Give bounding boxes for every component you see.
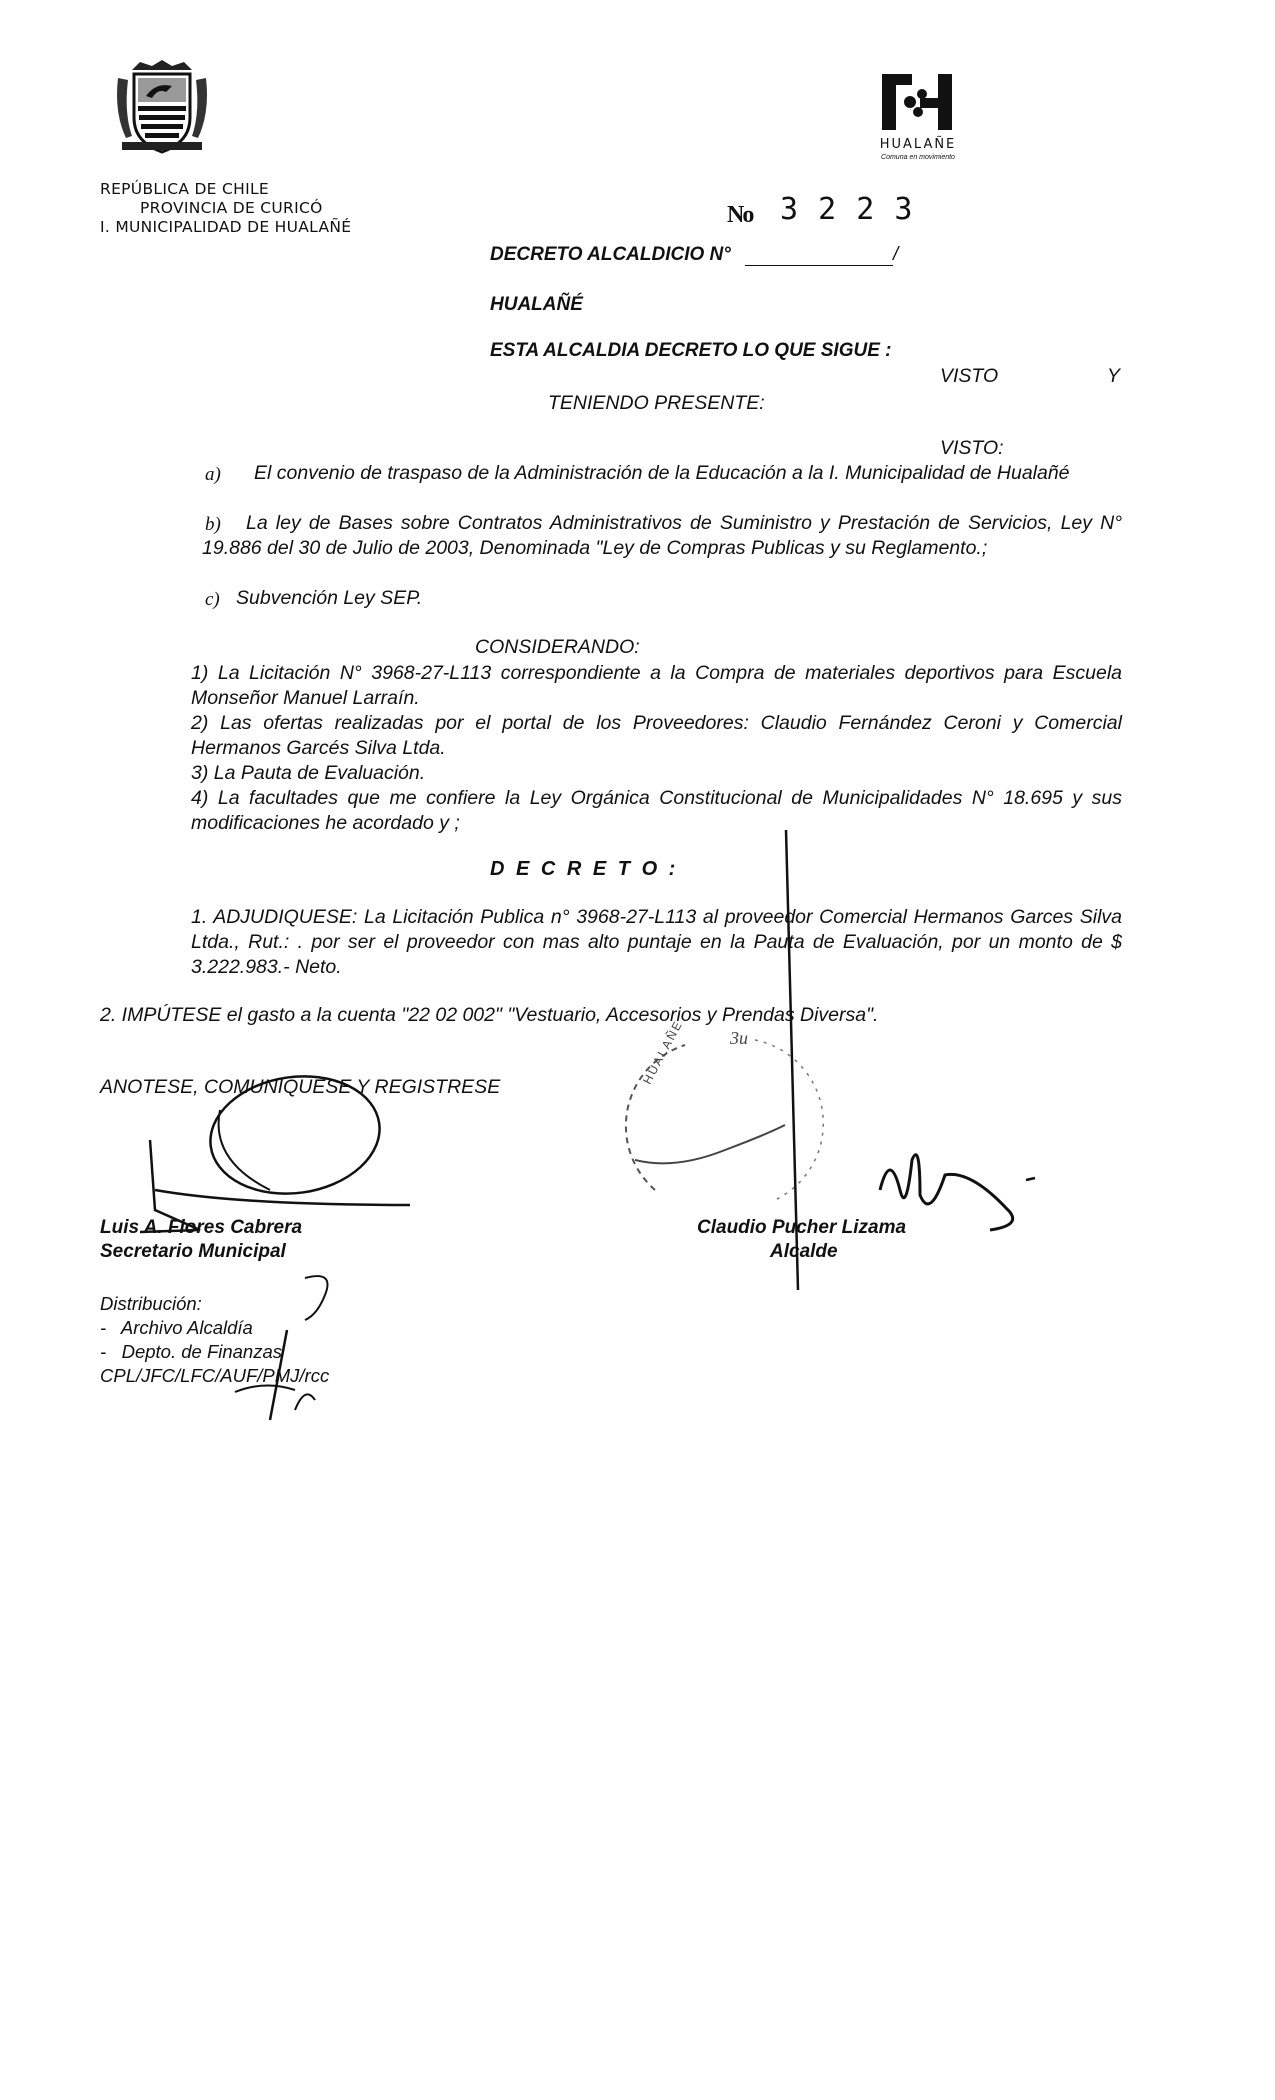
logo-tagline: Comuna en movimiento	[881, 154, 955, 161]
visto-item-c: Subvención Ley SEP.	[236, 587, 423, 609]
distribution-heading: Distribución:	[100, 1293, 202, 1314]
place-name: HUALAÑÉ	[490, 294, 583, 315]
intro-line: ESTA ALCALDIA DECRETO LO QUE SIGUE :	[490, 340, 892, 361]
considerando-heading: CONSIDERANDO:	[475, 636, 640, 658]
decree-number-underline	[745, 265, 893, 266]
considerando-item-2: 2) Las ofertas realizadas por el portal de los Proveedores: Claudio Fernández Ceroni y Comercial Hermanos Garcés Silva Ltda.	[191, 712, 1122, 759]
header-province: PROVINCIA DE CURICÓ	[140, 199, 323, 217]
visto-item-b: La ley de Bases sobre Contratos Administrativos de Suministro y Prestación de Servicios, Ley N° 19.886 del 30 de Julio de 2003, Denominada "Ley de Compras Publicas y su Reglamento.;	[202, 512, 1122, 559]
decree-slash: /	[893, 244, 899, 265]
y-label: Y	[1107, 365, 1121, 387]
decreto-item-1: 1. ADJUDIQUESE: La Licitación Publica n° 3968-27-L113 al proveedor Comercial Hermanos Garces Silva Ltda., Rut.: . por ser el proveedor con mas alto puntaje en la Pauta de Evaluación, por un monto de $ 3.222.983.- Neto.	[191, 906, 1122, 978]
mayor-role: Alcalde	[770, 1241, 838, 1262]
decree-title: DECRETO ALCALDICIO N°	[490, 244, 731, 265]
considerando-item-4: 4) La facultades que me confiere la Ley Orgánica Constitucional de Municipalidades N° 18.695 y sus modificaciones he acordado y ;	[191, 787, 1122, 834]
visto-marker-b: b)	[205, 514, 221, 535]
visto-heading: VISTO:	[940, 437, 1004, 459]
secretary-role: Secretario Municipal	[100, 1241, 286, 1262]
distribution-initials: CPL/JFC/LFC/AUF/PMJ/rcc	[100, 1365, 330, 1386]
secretary-name: Luis A. Flores Cabrera	[100, 1217, 303, 1238]
hualane-logo-icon	[880, 72, 956, 134]
decreto-heading: D E C R E T O :	[490, 858, 679, 880]
closing-line: ANOTESE, COMUNIQUESE Y REGISTRESE	[100, 1076, 501, 1098]
visto-marker-a: a)	[205, 464, 221, 485]
visto-label: VISTO	[940, 365, 999, 387]
mayor-name: Claudio Pucher Lizama	[697, 1217, 907, 1238]
decreto-item-2: 2. IMPÚTESE el gasto a la cuenta "22 02 002" "Vestuario, Accesorios y Prendas Diversa".	[100, 1004, 879, 1026]
municipal-coat-of-arms-icon	[112, 58, 212, 158]
distribution-item: - Depto. de Finanzas	[100, 1341, 283, 1362]
considerando-item-1: 1) La Licitación N° 3968-27-L113 correspondiente a la Compra de materiales deportivos para Escuela Monseñor Manuel Larraín.	[191, 662, 1122, 709]
teniendo-presente: TENIENDO PRESENTE:	[548, 392, 765, 414]
header-municipality: I. MUNICIPALIDAD DE HUALAÑÉ	[100, 218, 352, 236]
logo-name: HUALAÑE	[879, 137, 957, 152]
distribution-initial-mark-icon	[225, 1270, 365, 1420]
secretary-signature-icon	[80, 1080, 420, 1240]
decree-number-prefix: No	[727, 202, 753, 228]
distribution-item: - Archivo Alcaldía	[100, 1317, 253, 1338]
visto-item-a: El convenio de traspaso de la Administración de la Educación a la I. Municipalidad de Hualañé	[254, 462, 1070, 484]
considerando-item-3: 3) La Pauta de Evaluación.	[191, 762, 426, 784]
stamp-text: HUALAÑE	[640, 1017, 686, 1087]
stamp-mark: 3u	[730, 1028, 748, 1048]
decree-number: 3 2 2 3	[780, 192, 914, 227]
visto-marker-c: c)	[205, 589, 220, 610]
header-republic: REPÚBLICA DE CHILE	[100, 180, 269, 198]
